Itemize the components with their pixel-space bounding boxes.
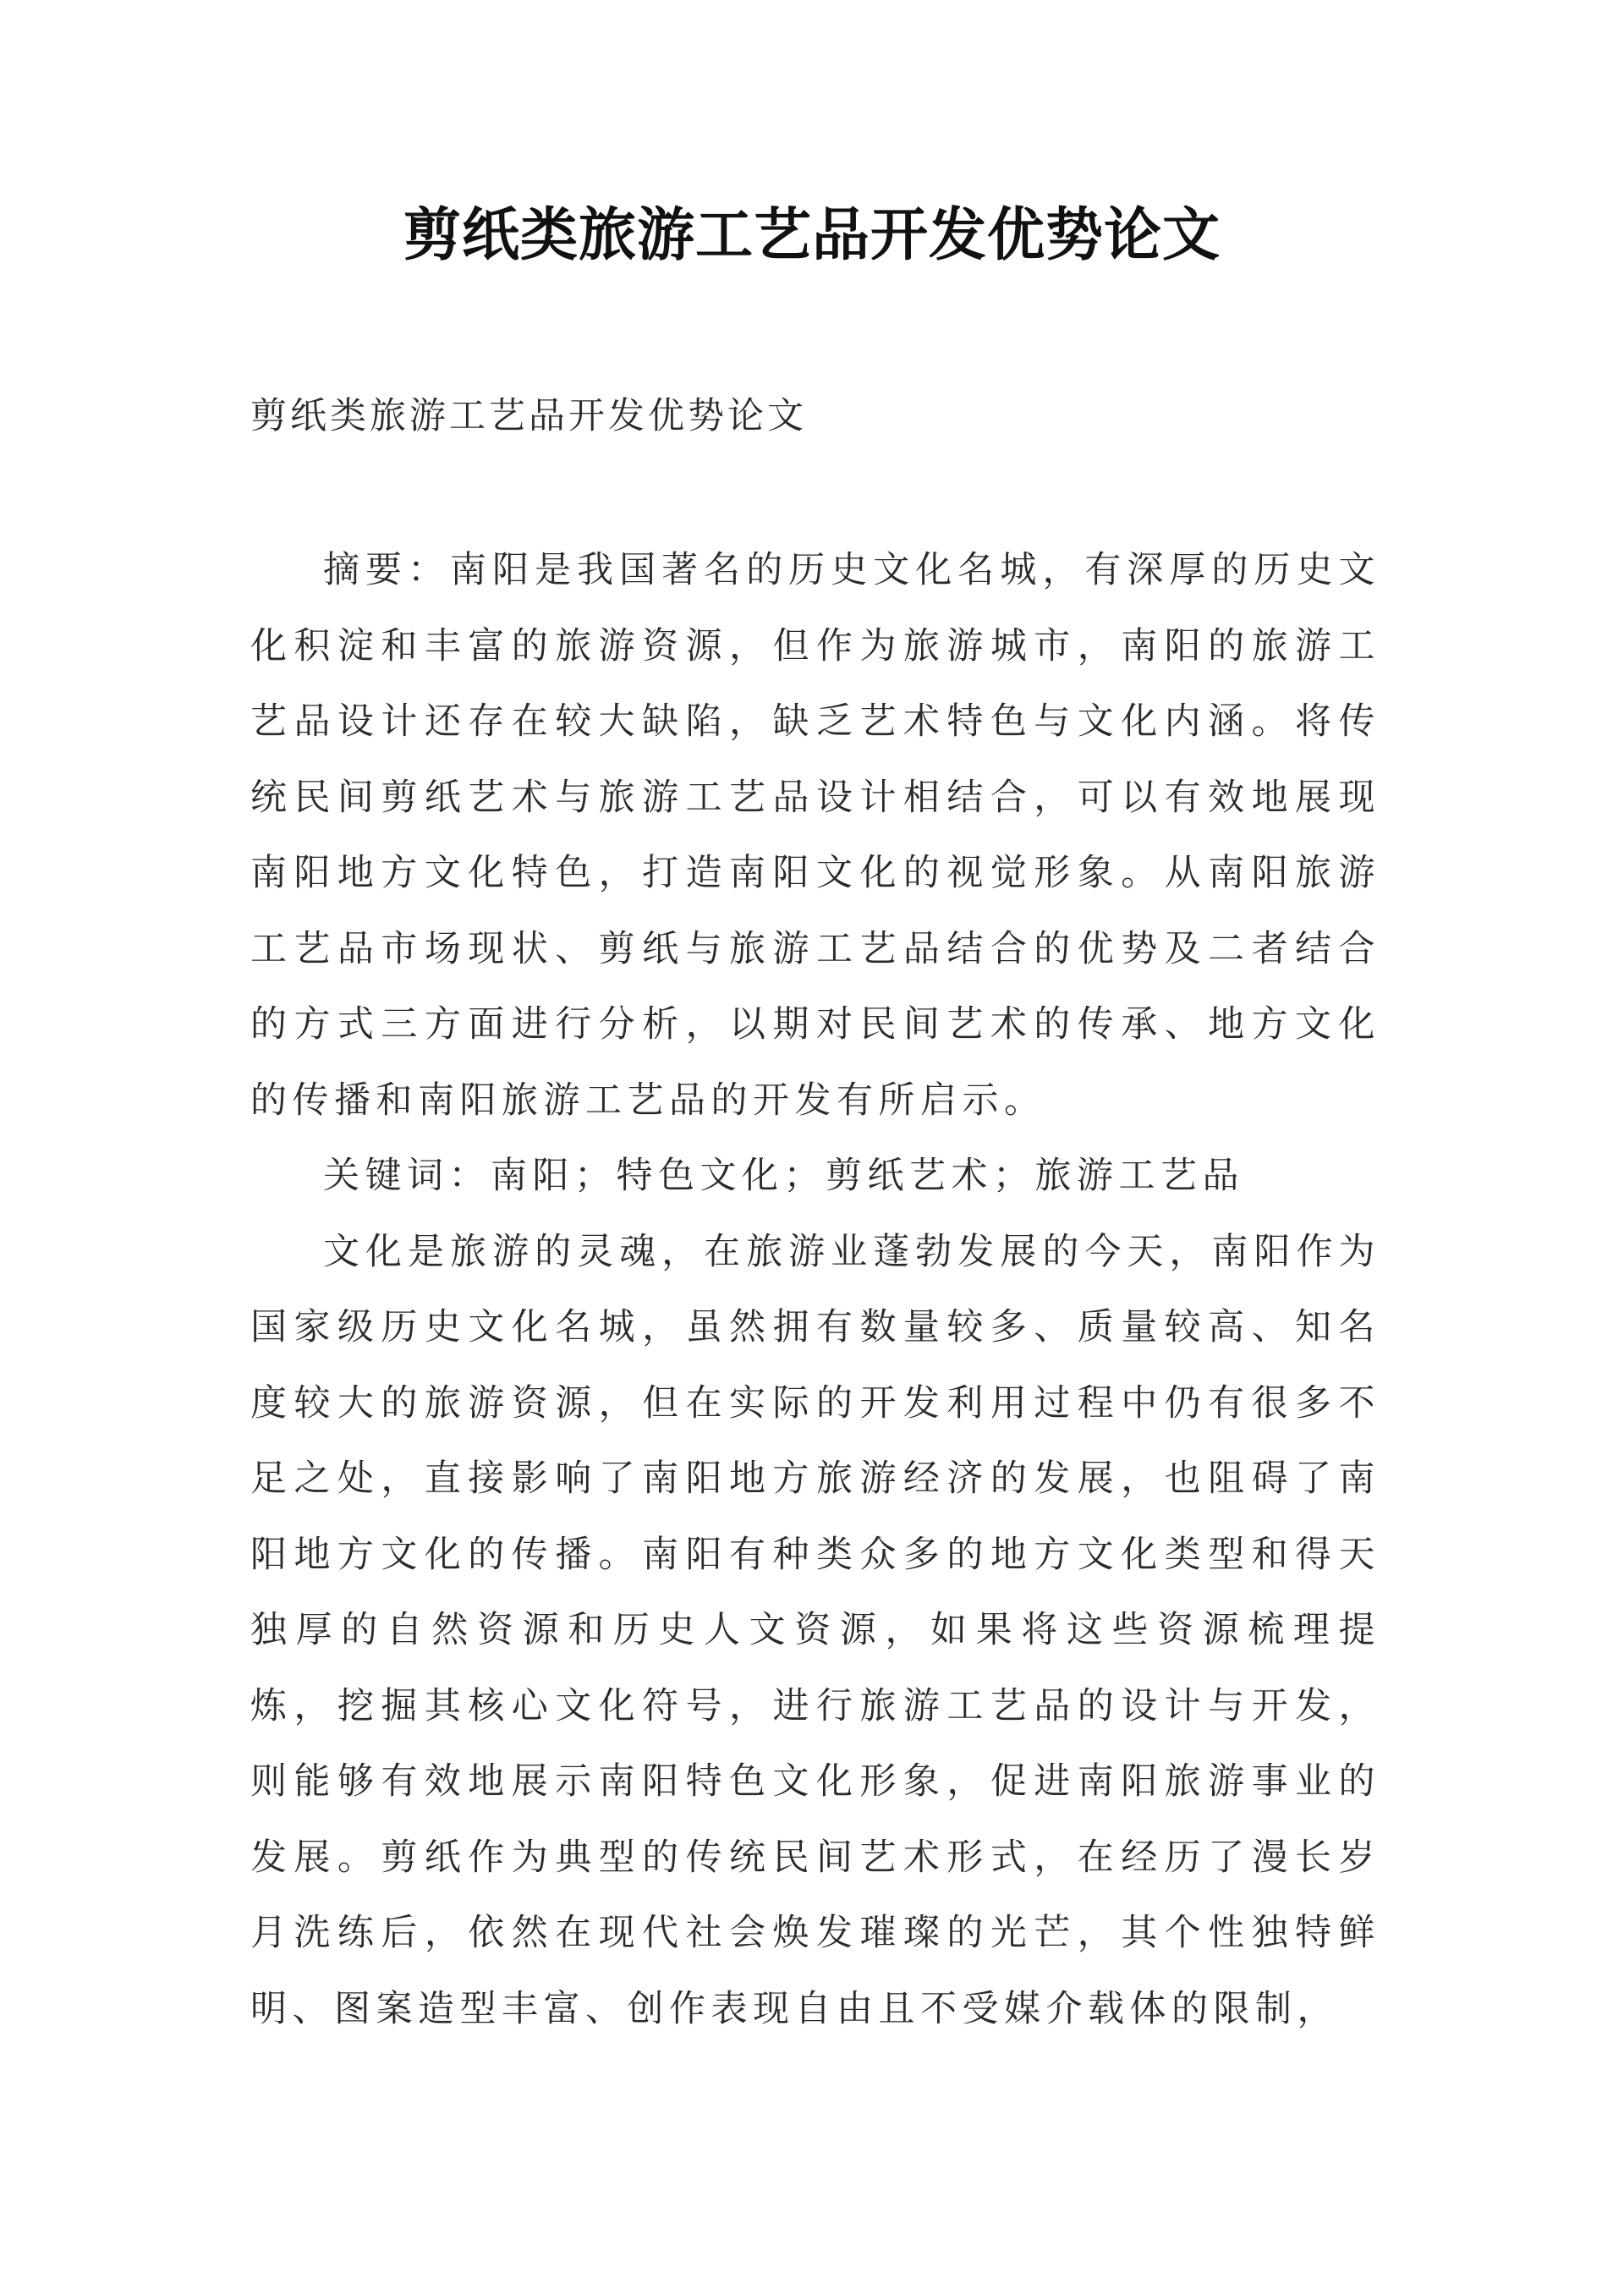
document-subtitle: 剪纸类旅游工艺品开发优势论文	[250, 395, 807, 437]
document-title: 剪纸类旅游工艺品开发优势论文	[403, 201, 1221, 269]
body-paragraph: 文化是旅游的灵魂，在旅游业蓬勃发展的今天，南阳作为国家级历史文化名城，虽然拥有数量较多、质量较高、知名度较大的旅游资源，但在实际的开发利用过程中仍有很多不足之处，直接影响了南阳地方旅游经济的发展，也阻碍了南阳地方文化的传播。南阳有种类众多的地方文化类型和得天独厚的自然资源和历史人文资源，如果将这些资源梳理提炼，挖掘其核心文化符号，进行旅游工艺品的设计与开发，则能够有效地展示南阳特色文化形象，促进南阳旅游事业的发展。剪纸作为典型的传统民间艺术形式，在经历了漫长岁月洗练后，依然在现代社会焕发璀璨的光芒，其个性独特鲜明、图案造型丰富、创作表现自由且不受媒介载体的限制，	[250, 1230, 1380, 2030]
abstract-paragraph: 摘要：南阳是我国著名的历史文化名城，有深厚的历史文化积淀和丰富的旅游资源，但作为旅游城市，南阳的旅游工艺品设计还存在较大缺陷，缺乏艺术特色与文化内涵。将传统民间剪纸艺术与旅游工艺品设计相结合，可以有效地展现南阳地方文化特色，打造南阳文化的视觉形象。从南阳旅游工艺品市场现状、剪纸与旅游工艺品结合的优势及二者结合的方式三方面进行分析，以期对民间艺术的传承、地方文化的传播和南阳旅游工艺品的开发有所启示。	[250, 549, 1380, 1122]
keywords-paragraph: 关键词：南阳；特色文化；剪纸艺术；旅游工艺品	[323, 1155, 1244, 1197]
document-body	[250, 533, 1380, 2030]
